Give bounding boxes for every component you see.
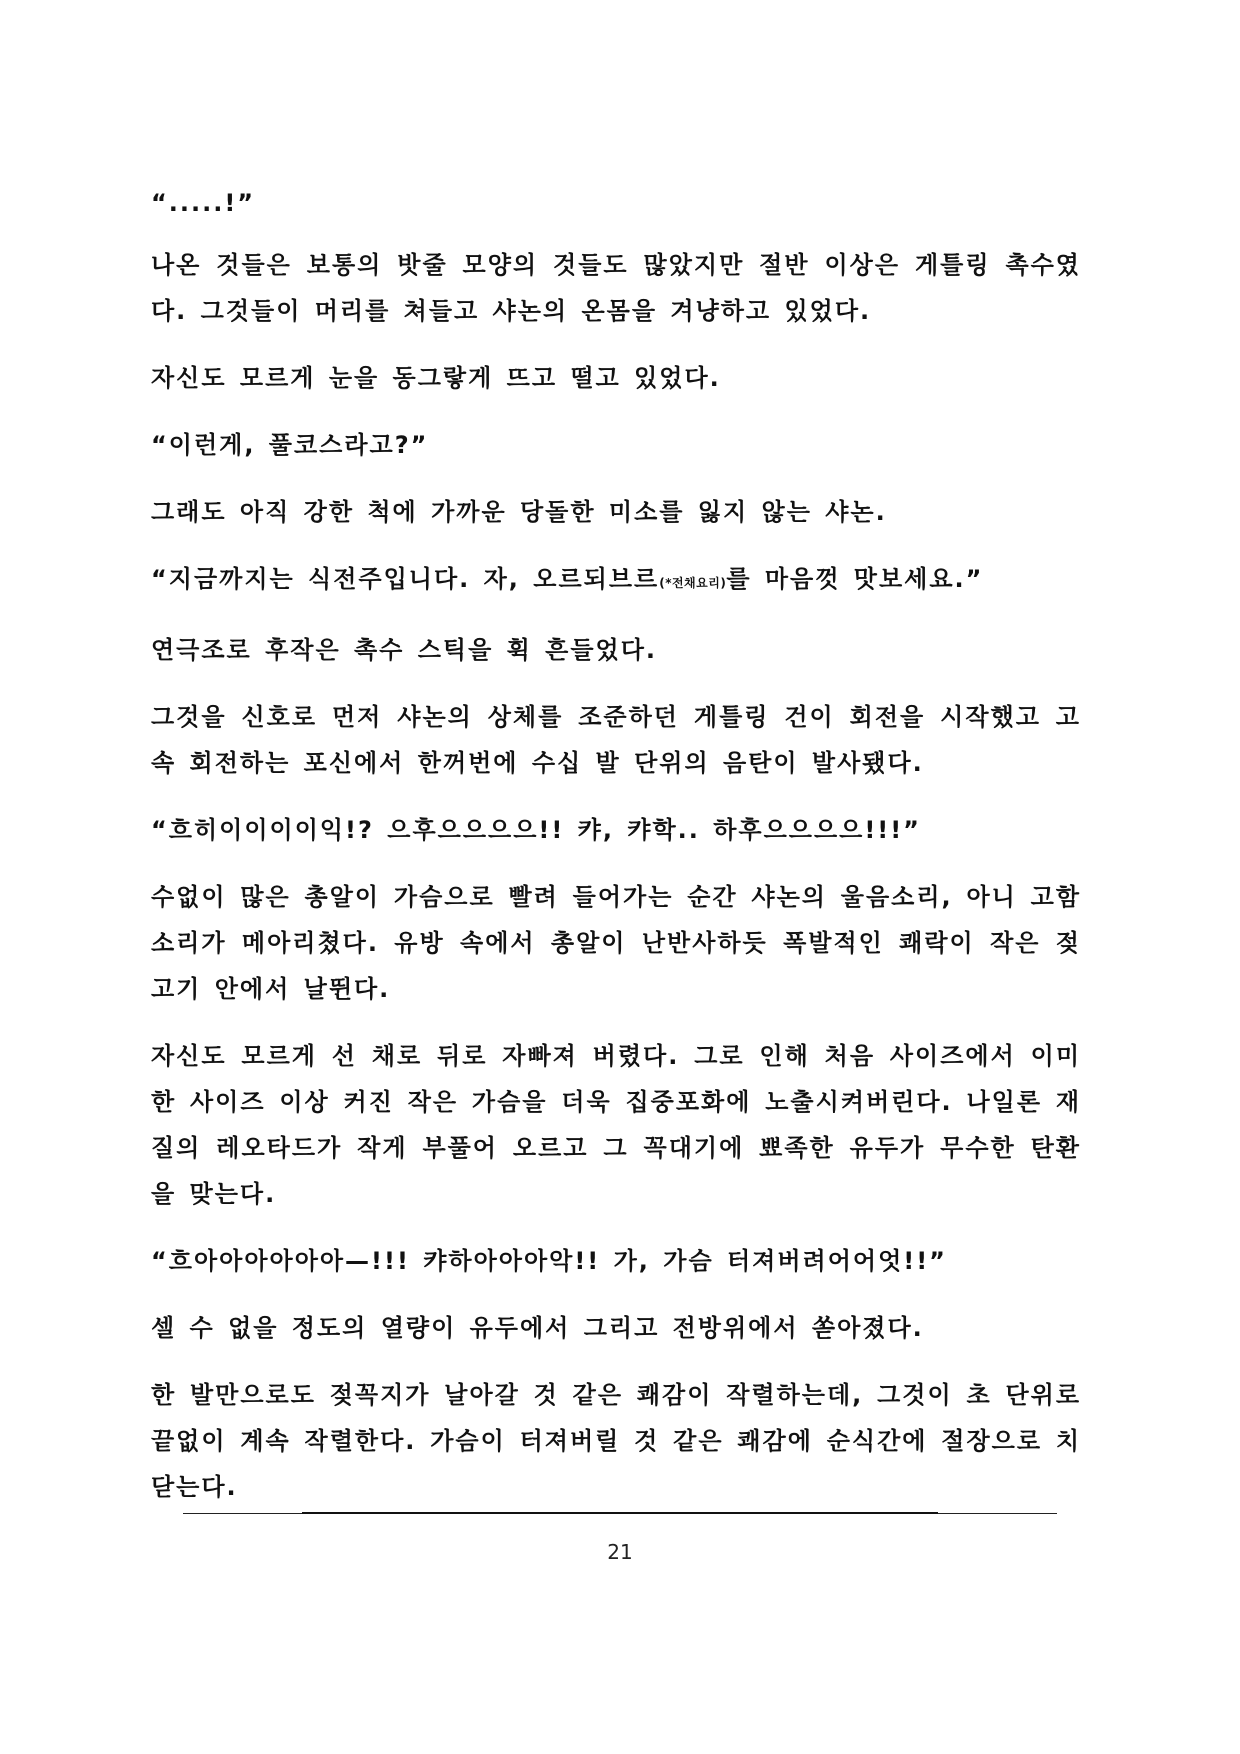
appetizer-text-after: 를 마음껏 맛보세요.” <box>726 565 984 593</box>
paragraph-scream-2: “흐아아아아아아—!!! 캬하아아아악!! 가, 가슴 터져버려어어엇!!” <box>151 1247 947 1275</box>
appetizer-text-before: “지금까지는 식전주입니다. 자, 오르되브르 <box>151 565 660 593</box>
paragraph-trembling: 자신도 모르게 눈을 동그랗게 뜨고 떨고 있었다. <box>151 364 721 392</box>
body-text <box>151 180 1081 1531</box>
paragraph-smile: 그래도 아직 강한 척에 가까운 당돌한 미소를 잃지 않는 샤논. <box>151 498 887 526</box>
paragraph-appetizer <box>151 556 1081 606</box>
paragraph-tentacles: 나온 것들은 보통의 밧줄 모양의 것들도 많았지만 절반 이상은 게틀링 촉수였다. 그것들이 머리를 쳐들고 샤논의 온몸을 겨냥하고 있었다. <box>151 251 1081 325</box>
footer-rule-bold <box>302 1512 938 1514</box>
paragraph-scream-1: “흐히이이이이익!? 으후으으으으!! 캬, 캬학.. 하후으으으으!!!” <box>151 816 921 844</box>
paragraph-climax: 한 발만으로도 젖꼭지가 날아갈 것 같은 쾌감이 작렬하는데, 그것이 초 단위로 끝없이 계속 작렬한다. 가슴이 터져버릴 것 같은 쾌감에 순식간에 절장으로 치닫는다. <box>151 1381 1081 1501</box>
paragraph-fall-back: 자신도 모르게 선 채로 뒤로 자빠져 버렸다. 그로 인해 처음 사이즈에서 이미 한 사이즈 이상 커진 작은 가슴을 더욱 집중포화에 노출시켜버린다. 나일론 재질의 레오타드가 작게 부풀어 오르고 그 꼭대기에 뾰족한 유두가 무수한 탄환을 맞는다. <box>151 1042 1081 1208</box>
paragraph-exclamation: “.....!” <box>151 189 256 217</box>
page-number: 21 <box>607 1540 633 1564</box>
appetizer-footnote: (*전채요리) <box>659 576 727 590</box>
paragraph-gatling: 그것을 신호로 먼저 샤논의 상체를 조준하던 게틀링 건이 회전을 시작했고 고속 회전하는 포신에서 한꺼번에 수십 발 단위의 음탄이 발사됐다. <box>151 703 1081 777</box>
paragraph-heat: 셀 수 없을 정도의 열량이 유두에서 그리고 전방위에서 쏟아졌다. <box>151 1314 924 1342</box>
paragraph-bullets: 수없이 많은 총알이 가슴으로 빨려 들어가는 순간 샤논의 울음소리, 아니 고함소리가 메아리쳤다. 유방 속에서 총알이 난반사하듯 폭발적인 쾌락이 작은 젖고기 안에서 날뛴다. <box>151 883 1081 1003</box>
paragraph-stick: 연극조로 후작은 촉수 스틱을 휙 흔들었다. <box>151 636 658 664</box>
paragraph-full-course: “이런게, 풀코스라고?” <box>151 431 429 459</box>
